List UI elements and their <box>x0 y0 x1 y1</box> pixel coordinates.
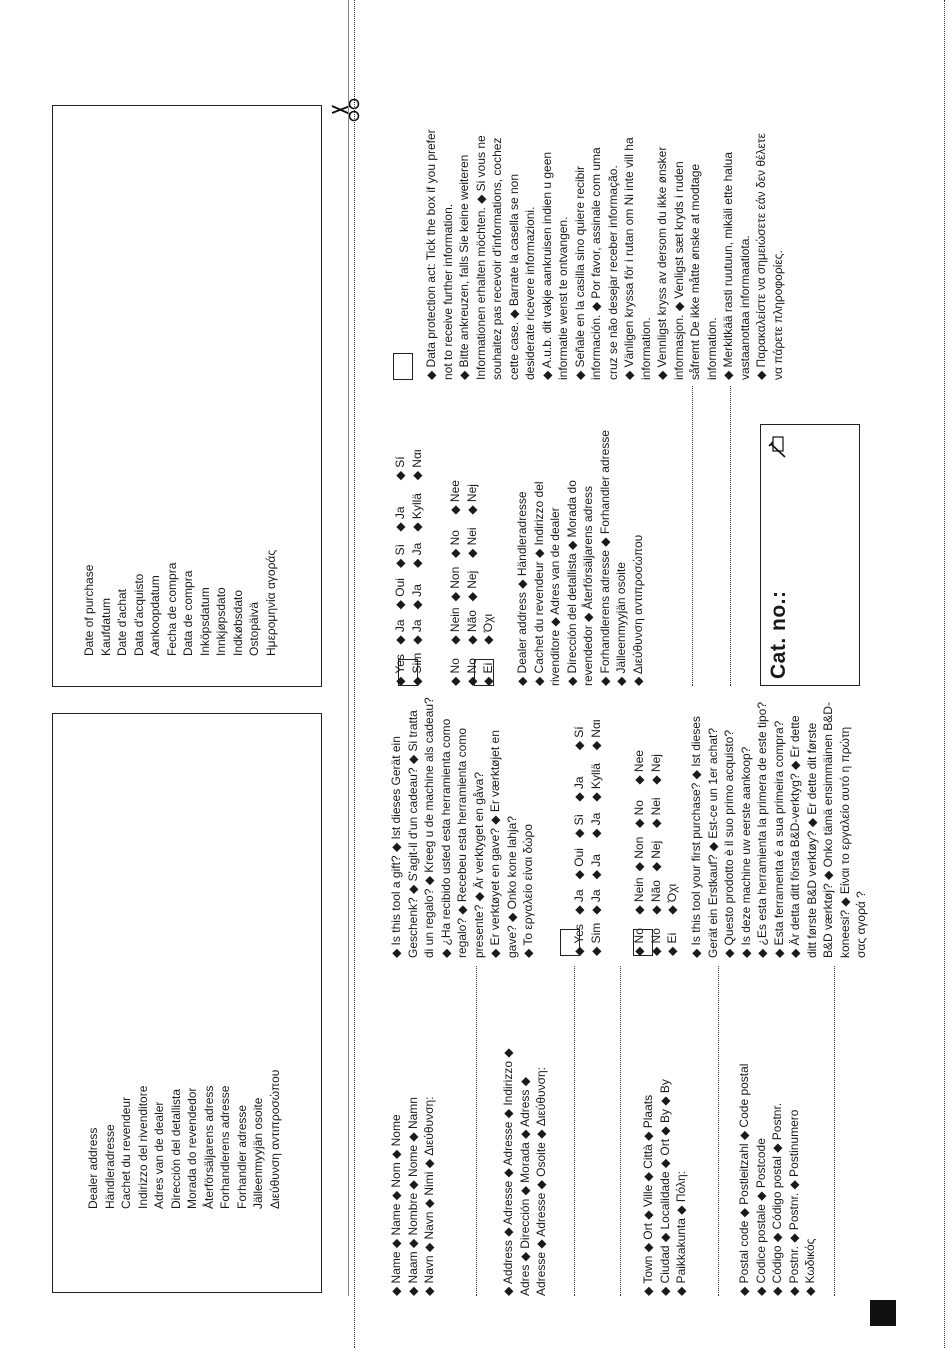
dealer-field-label: ◆ Διεύθυνση αντιπροσώπου <box>630 534 645 686</box>
data-protection-line: cette case. ◆ Barrate la casella se non <box>506 173 521 380</box>
first-purchase-text: ◆ Är detta ditt första B&D-verktyg? ◆ Er dette <box>788 715 802 958</box>
edge-cut-line <box>944 0 945 1348</box>
town-label: ◆ Ciudad ◆ Localidade ◆ Ort ◆ By ◆ By <box>657 1079 672 1296</box>
date-label: Date of purchase <box>82 564 96 656</box>
option-label: ◆ No <box>632 928 646 956</box>
scissors-icon <box>330 96 360 122</box>
dealer-address-label: Dealer address <box>86 1127 100 1209</box>
name-label: ◆ Naam ◆ Nombre ◆ Nome ◆ Namn <box>405 1097 420 1296</box>
option-label: ◆ Sim <box>409 652 424 686</box>
data-protection-line: να πάρετε πληροφορίες. <box>770 250 785 380</box>
option-label: ◆ Non <box>632 836 646 872</box>
data-protection-line: ◆ Παρακαλείστε να σημειώσετε εάν δεν θέλετε <box>754 133 768 380</box>
address-label: Adres ◆ Dirección ◆ Morada ◆ Adress ◆ <box>517 1077 532 1296</box>
dealer-field-label: ◆ Dealer address ◆ Händleradresse <box>515 491 529 686</box>
dealer-address-labels <box>85 1070 283 1209</box>
option-label: ◆ Ja <box>572 889 586 915</box>
dealer-address-label: Återförsäljarens adress <box>201 1085 216 1209</box>
gift-question-text: ◆ ¿Ha recibido usted esta herramienta como <box>438 718 453 958</box>
gift-question-text: di un regalo? ◆ Kreeg u de machine als cadeau? <box>422 697 436 958</box>
first-purchase-text: ◆ Is deze machine uw eerste aankoop? <box>738 746 753 958</box>
option-label: ◆ Sì <box>572 814 586 838</box>
option-label: ◆ Nei <box>648 797 663 828</box>
option-label: ◆ Nee <box>448 480 462 515</box>
option-label: ◆ Sí <box>572 726 586 751</box>
data-protection-line: information. <box>638 317 653 380</box>
data-protection-line: not to receive further information. <box>440 203 455 380</box>
option-label: ◆ Ja <box>409 542 424 568</box>
data-protection-line: desiderate ricevere informazioni. <box>523 206 537 380</box>
option-label: ◆ Ja <box>393 506 407 532</box>
date-label: Date d'achat <box>115 588 129 656</box>
address-line-2 <box>620 966 621 1296</box>
dealer-address-label: Dirección del detallista <box>168 1088 183 1209</box>
first-purchase-text: ◆ ¿Es esta herramienta la primera de este tipo? <box>755 701 769 958</box>
name-field[interactable] <box>388 966 438 1296</box>
dealer-address-line-2 <box>730 386 731 686</box>
postal-line <box>834 966 835 1296</box>
option-label: ◆ No <box>632 800 646 828</box>
first-purchase-no-options <box>447 480 497 686</box>
postal-label: ◆ Postnr. ◆ Postnr. ◆ Postinumero <box>786 1109 801 1296</box>
data-protection-line: souhaitez pas recevoir d'informations, cochez <box>490 137 504 380</box>
dealer-field-label: ◆ Dirección del detallista ◆ Morada do <box>564 480 579 686</box>
dealer-address-label: Cachet du revendeur <box>119 1096 133 1209</box>
first-purchase-text: koneesi? ◆ Είναι το εργαλείο αυτό η πρώτη <box>837 726 852 958</box>
data-protection-line: informatie wenst te ontvangen. <box>556 216 570 380</box>
first-purchase-text: B&D værktøj? ◆ Onko tämä ensimmäinen B&D- <box>821 702 835 958</box>
cut-line <box>354 0 355 1348</box>
data-protection-line: ◆ Vennligst kryss av dersom du ikke ønsker <box>655 146 669 380</box>
gift-question-text: ◆ Το εργαλείο είναι δώρο <box>521 823 535 958</box>
date-label: Ostopäivä <box>247 601 261 656</box>
option-label: ◆ Nei <box>464 527 479 558</box>
option-label: ◆ Ja <box>588 889 603 915</box>
option-label: ◆ Όχι <box>665 883 679 915</box>
option-label: ◆ Nej <box>648 840 663 872</box>
dealer-address-box[interactable] <box>52 713 322 1293</box>
option-label: ◆ Ja <box>409 619 424 645</box>
first-purchase-question <box>688 702 870 958</box>
dealer-address-label: Διεύθυνση αντιπροσώπου <box>267 1069 282 1209</box>
gift-question-text: Geschenk? ◆ S'agit-il d'un cadeau? ◆ Si tratta <box>405 710 420 958</box>
date-label: Inköpsdatum <box>197 587 212 656</box>
option-label: ◆ Ei <box>481 662 495 686</box>
address-label: Adresse ◆ Adresse ◆ Osoite ◆ Διεύθυνση: <box>534 1067 548 1296</box>
date-label: Innkjøpsdato <box>214 587 228 656</box>
data-protection-line: information. <box>704 317 719 380</box>
option-label: ◆ Ναι <box>409 449 424 481</box>
cat-no-box[interactable] <box>760 424 860 686</box>
first-purchase-yes-options <box>392 449 425 686</box>
option-label: ◆ Sì <box>393 544 407 568</box>
option-label: ◆ Yes <box>393 654 407 686</box>
town-field[interactable] <box>640 966 690 1296</box>
data-protection-line: cruz se não desejar receber informação. <box>605 165 620 380</box>
data-protection-line: ◆ Vänligen kryssa för i rutan om Ni inte vill ha <box>622 137 636 380</box>
first-purchase-text: ◆ Questo prodotto è il suo primo acquisto? <box>722 729 736 958</box>
option-label: ◆ No <box>648 928 663 956</box>
data-protection-line: informasjon. ◆ Venligst sæt kryds i ruden <box>671 161 686 380</box>
postal-label: ◆ Código ◆ Código postal ◆ Postnr. <box>770 1102 784 1296</box>
postal-field[interactable] <box>736 966 819 1296</box>
address-line-1 <box>574 966 575 1296</box>
first-purchase-text: ◆ Esta ferramenta é a sua primeira compra? <box>771 720 786 958</box>
dealer-field-label: ◆ Cachet du revendeur ◆ Indirizzo del <box>531 481 546 686</box>
corner-marker <box>870 1300 896 1326</box>
data-protection-line: información. ◆ Por favor, assinale com uma <box>589 147 603 380</box>
dealer-address-label: Jälleenmyyjän osoite <box>251 1097 265 1209</box>
name-line <box>476 966 477 1296</box>
gift-question-text: ◆ Er verktøyet en gave? ◆ Er værktøjet en <box>488 730 502 958</box>
option-label: ◆ Nein <box>632 877 646 915</box>
option-label: ◆ Ja <box>572 776 586 802</box>
option-label: ◆ Oui <box>393 578 407 610</box>
gift-question <box>388 697 537 958</box>
date-of-purchase-labels <box>81 550 279 656</box>
option-label: ◆ Ei <box>665 932 679 956</box>
date-label: Indkøbsdato <box>230 589 245 656</box>
dealer-address-field[interactable] <box>514 430 646 686</box>
data-protection-line: ◆ Merkitkää rasti ruutuun, mikäli ette halua <box>721 152 735 380</box>
option-label: ◆ Kyllä <box>409 493 424 532</box>
gift-no-options <box>631 750 681 956</box>
option-label: ◆ Kyllä <box>588 763 603 802</box>
dealer-address-label: Händleradresse <box>102 1124 117 1209</box>
option-label: ◆ Ja <box>393 619 407 645</box>
gift-question-text: gave? ◆ Onko kone lahja? <box>504 816 519 958</box>
postal-label: ◆ Codice postale ◆ Postcode <box>753 1138 768 1296</box>
data-protection-line: ◆ Señale en la casilla sino quiere recibir <box>572 165 587 380</box>
dealer-field-label: revendedor ◆ Återförsäljarens adress <box>581 486 595 686</box>
data-protection-text <box>423 129 786 380</box>
first-purchase-text: ◆ Is this tool your first purchase? ◆ Ist dieses <box>689 716 703 958</box>
option-label: ◆ Oui <box>572 848 586 880</box>
date-label: Aankoopdatum <box>148 575 162 656</box>
option-label: ◆ Ναι <box>588 719 603 751</box>
option-label: ◆ Nein <box>448 607 462 645</box>
first-purchase-text: ditt første B&D verktøy? ◆ Er dette dit første <box>804 722 819 958</box>
data-protection-line: ◆ Bitte ankreuzen, falls Sie keine weiteren <box>457 154 471 380</box>
date-label: Data de compra <box>181 570 195 656</box>
data-protection-checkbox[interactable] <box>393 353 413 380</box>
first-purchase-text: σας αγορά ? <box>854 891 868 958</box>
option-label: ◆ Nej <box>464 570 479 602</box>
dealer-address-line-1 <box>692 386 693 686</box>
option-label: ◆ Όχι <box>481 613 495 645</box>
gift-question-text: regalo? ◆ Recebeu esta herramienta como <box>455 727 469 958</box>
option-label: ◆ Sim <box>588 922 603 956</box>
name-label: ◆ Name ◆ Name ◆ Nom ◆ Nome <box>389 1114 403 1296</box>
gift-yes-options <box>571 719 604 956</box>
option-label: ◆ Ja <box>588 854 603 880</box>
divider-line <box>348 0 349 1296</box>
option-label: ◆ Não <box>464 610 479 645</box>
pen-icon <box>765 430 789 460</box>
option-label: ◆ Nee <box>632 750 646 785</box>
dealer-field-label: ◆ Jälleenmyyjän osoite <box>614 562 628 686</box>
data-protection-line: ◆ A.u.b. dit vakje aankruisen indien u geen <box>539 151 554 380</box>
gift-question-text: ◆ Is this tool a gift? ◆ Ist dieses Gerät ein <box>389 736 403 958</box>
name-label: ◆ Navn ◆ Navn ◆ Nimi ◆ Διεύθυνση: <box>422 1096 436 1296</box>
first-purchase-text: Gerät ein Erstkauf? ◆ Est-ce un 1er achat? <box>705 727 720 958</box>
option-label: ◆ No <box>464 658 479 686</box>
option-label: ◆ Não <box>648 880 663 915</box>
data-protection-line: ◆ Data protection act: Tick the box if you prefer <box>424 129 438 380</box>
date-label: Kaufdatum <box>98 597 113 656</box>
gift-question-text: presente? ◆ Är verktyget en gåva? <box>471 772 486 958</box>
dealer-address-label: Forhandlerens adresse <box>218 1085 232 1209</box>
dealer-address-label: Morada do revendedor <box>185 1087 199 1209</box>
data-protection-line: såfremt De ikke måtte ønske at modtage <box>688 163 702 380</box>
option-label: ◆ No <box>448 530 462 558</box>
town-label: ◆ Paikkakunta ◆ Πόλη: <box>674 1171 688 1296</box>
option-label: ◆ Nej <box>648 754 663 785</box>
data-protection-line: Informationen erhalten möchten. ◆ Si vous ne <box>473 135 488 380</box>
address-label: ◆ Address ◆ Adresse ◆ Adresse ◆ Indirizzo ◆ <box>501 1048 515 1296</box>
date-label: Ημερομηνία αγοράς <box>263 549 278 656</box>
option-label: ◆ Ja <box>409 584 424 610</box>
option-label: ◆ Ja <box>588 812 603 838</box>
postal-label: ◆ Κωδικός <box>803 1238 817 1296</box>
dealer-field-label: rivenditore ◆ Adres van de dealer <box>548 507 562 686</box>
dealer-field-label: ◆ Forhandlerens adresse ◆ Forhandler adresse <box>597 430 612 686</box>
town-label: ◆ Town ◆ Ort ◆ Ville ◆ Città ◆ Plaats <box>641 1094 655 1296</box>
postal-label: ◆ Postal code ◆ Postleitzahl ◆ Code postal <box>737 1063 751 1296</box>
address-field[interactable] <box>500 966 550 1296</box>
town-line <box>718 966 719 1296</box>
cat-no-label: Cat. no.: <box>767 590 790 679</box>
date-of-purchase-box[interactable] <box>52 105 322 687</box>
dealer-address-label: Adres van de dealer <box>152 1101 166 1209</box>
data-protection-line: vastaanottaa informaatiota. <box>737 235 752 380</box>
date-label: Fecha de compra <box>164 562 179 656</box>
option-label: ◆ Non <box>448 566 462 602</box>
dealer-address-label: Indirizzo del rivenditore <box>135 1085 150 1209</box>
option-label: ◆ Nej <box>464 484 479 515</box>
option-label: ◆ Sí <box>393 456 407 481</box>
option-label: ◆ Yes <box>572 924 586 956</box>
dealer-address-label: Forhandler adresse <box>234 1104 249 1209</box>
option-label: ◆ No <box>448 658 462 686</box>
date-label: Data d'acquisto <box>131 573 146 656</box>
